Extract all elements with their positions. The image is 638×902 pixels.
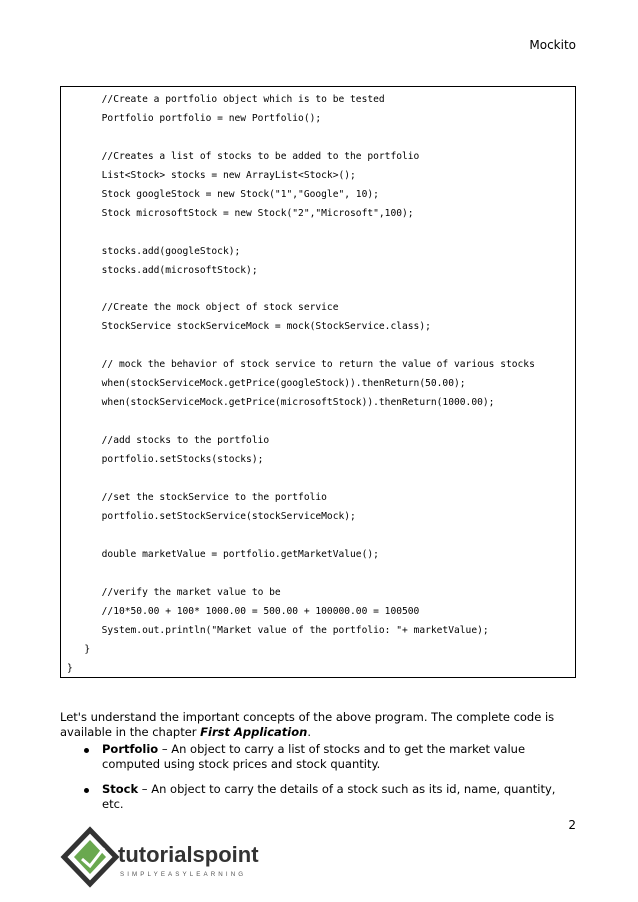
tutorialspoint-logo xyxy=(60,826,270,888)
code-line: //Create the mock object of stock service xyxy=(67,302,339,314)
intro-paragraph xyxy=(60,710,580,740)
code-line: stocks.add(microsoftStock); xyxy=(67,264,258,276)
code-line: //add stocks to the portfolio xyxy=(67,435,270,447)
intro-text-end: . xyxy=(307,725,311,739)
code-line: //10*50.00 + 100* 1000.00 = 500.00 + 100000.00 = 100500 xyxy=(67,605,420,617)
bullet-icon xyxy=(84,788,89,793)
bullet-desc: – An object to carry a list of stocks and to get the market value computed using stock prices and stock quantity. xyxy=(102,742,526,771)
code-line: System.out.println("Market value of the portfolio: "+ marketValue); xyxy=(67,624,489,636)
code-line: double marketValue = portfolio.getMarketValue(); xyxy=(67,548,379,560)
code-line: } xyxy=(67,662,73,674)
code-line: when(stockServiceMock.getPrice(googleStock)).thenReturn(50.00); xyxy=(67,378,466,390)
code-line: // mock the behavior of stock service to return the value of various stocks xyxy=(67,359,535,371)
page-header-title: Mockito xyxy=(529,38,576,52)
intro-text: Let's understand the important concepts of the above program. The complete code is available in the chapter xyxy=(60,710,555,739)
logo-tagline: SIMPLYEASYLEARNING xyxy=(120,871,247,878)
code-line: List<Stock> stocks = new ArrayList<Stock>(); xyxy=(67,169,356,181)
bullet-term: Stock xyxy=(102,782,139,796)
code-line: portfolio.setStockService(stockServiceMock); xyxy=(67,510,356,522)
code-line: Portfolio portfolio = new Portfolio(); xyxy=(67,112,322,124)
code-line: Stock microsoftStock = new Stock("2","Microsoft",100); xyxy=(67,207,414,219)
code-line: StockService stockServiceMock = mock(StockService.class); xyxy=(67,321,431,333)
bullet-icon xyxy=(84,748,89,753)
code-line: stocks.add(googleStock); xyxy=(67,245,241,257)
bullet-term: Portfolio xyxy=(102,742,159,756)
bullet-item-portfolio xyxy=(84,742,576,772)
code-line: //Create a portfolio object which is to be tested xyxy=(67,94,385,105)
code-line: //Creates a list of stocks to be added to the portfolio xyxy=(67,150,420,162)
bullet-desc: – An object to carry the details of a stock such as its id, name, quantity, etc. xyxy=(102,782,556,811)
logo-name: tutorialspoint xyxy=(118,842,259,867)
code-line: when(stockServiceMock.getPrice(microsoftStock)).thenReturn(1000.00); xyxy=(67,397,495,409)
chapter-link: First Application xyxy=(200,725,308,739)
code-line: //set the stockService to the portfolio xyxy=(67,491,327,503)
page-number: 2 xyxy=(568,818,576,832)
code-line: } xyxy=(67,643,91,655)
code-block xyxy=(60,86,576,678)
code-line: Stock googleStock = new Stock("1","Google", 10); xyxy=(67,188,379,200)
code-line: portfolio.setStocks(stocks); xyxy=(67,454,264,466)
code-line: //verify the market value to be xyxy=(67,586,281,598)
bullet-item-stock xyxy=(84,782,576,812)
